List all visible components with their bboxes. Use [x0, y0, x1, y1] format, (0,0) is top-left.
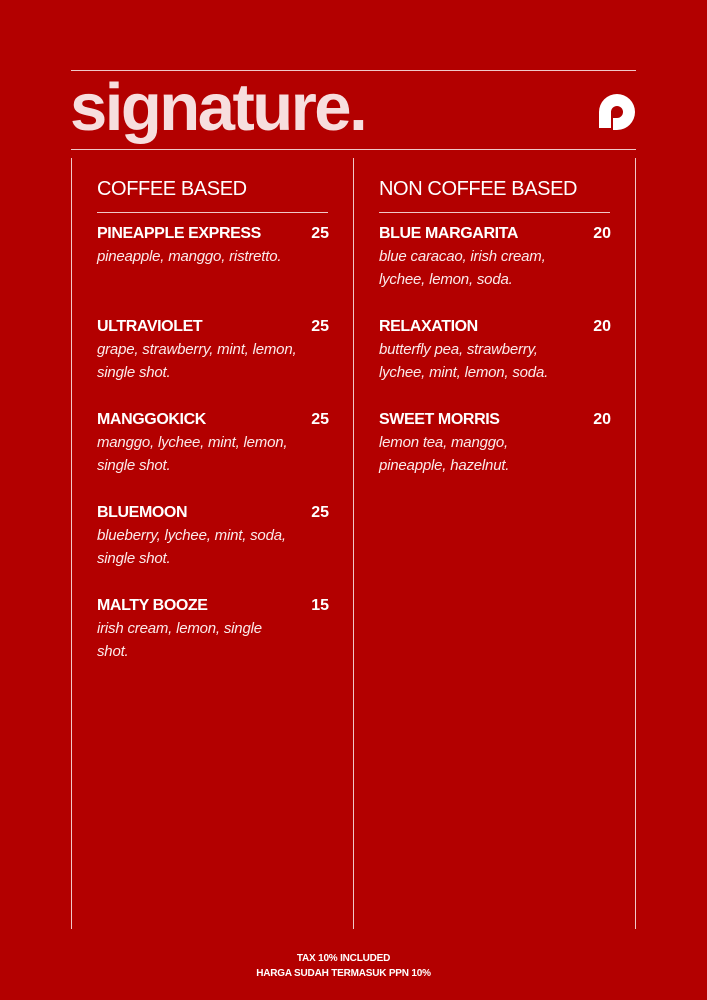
item-description: blueberry, lychee, mint, soda, single shot. [97, 527, 286, 567]
item-name: PINEAPPLE EXPRESS [97, 225, 261, 242]
brand-logo-icon [597, 92, 637, 130]
page-title: signature. [70, 70, 366, 145]
column-heading: NON COFFEE BASED [379, 178, 578, 200]
header-divider [71, 149, 636, 150]
column-divider [97, 212, 328, 213]
item-price: 25 [311, 318, 329, 335]
menu-item [97, 595, 329, 688]
item-name: RELAXATION [379, 318, 478, 335]
item-price: 25 [311, 225, 329, 242]
item-name: BLUE MARGARITA [379, 225, 518, 242]
item-price: 25 [311, 411, 329, 428]
item-description: irish cream, lemon, single shot. [97, 620, 262, 660]
tax-note-line: HARGA SUDAH TERMASUK PPN 10% [256, 968, 431, 979]
tax-note [0, 951, 687, 981]
menu-column-coffee [97, 176, 329, 688]
item-description: butterfly pea, strawberry, lychee, mint, lemon, soda. [379, 341, 549, 381]
menu-item [97, 316, 329, 409]
menu-column-non-coffee [379, 176, 611, 502]
menu-item [97, 223, 329, 316]
item-price: 20 [593, 411, 611, 428]
menu-item [379, 316, 611, 409]
item-description: lemon tea, manggo, pineapple, hazelnut. [379, 434, 510, 474]
right-border [635, 158, 636, 929]
menu-item [379, 223, 611, 316]
column-divider [379, 212, 610, 213]
menu-item [379, 409, 611, 502]
menu-item [97, 502, 329, 595]
item-description: pineapple, manggo, ristretto. [97, 248, 282, 265]
item-name: BLUEMOON [97, 504, 188, 521]
item-price: 20 [593, 225, 611, 242]
item-price: 25 [311, 504, 329, 521]
menu-list [97, 223, 329, 688]
item-name: SWEET MORRIS [379, 411, 500, 428]
menu-item [97, 409, 329, 502]
item-name: MALTY BOOZE [97, 597, 208, 614]
left-border [71, 158, 72, 929]
center-divider [353, 158, 354, 929]
item-price: 15 [311, 597, 329, 614]
item-description: manggo, lychee, mint, lemon, single shot. [97, 434, 288, 474]
item-description: grape, strawberry, mint, lemon, single shot. [97, 341, 297, 381]
tax-note-line: TAX 10% INCLUDED [296, 953, 391, 964]
item-description: blue caracao, irish cream, lychee, lemon, soda. [379, 248, 546, 288]
item-price: 20 [593, 318, 611, 335]
menu-list [379, 223, 611, 502]
item-name: MANGGOKICK [97, 411, 206, 428]
column-heading: COFFEE BASED [97, 178, 247, 200]
item-name: ULTRAVIOLET [97, 318, 203, 335]
